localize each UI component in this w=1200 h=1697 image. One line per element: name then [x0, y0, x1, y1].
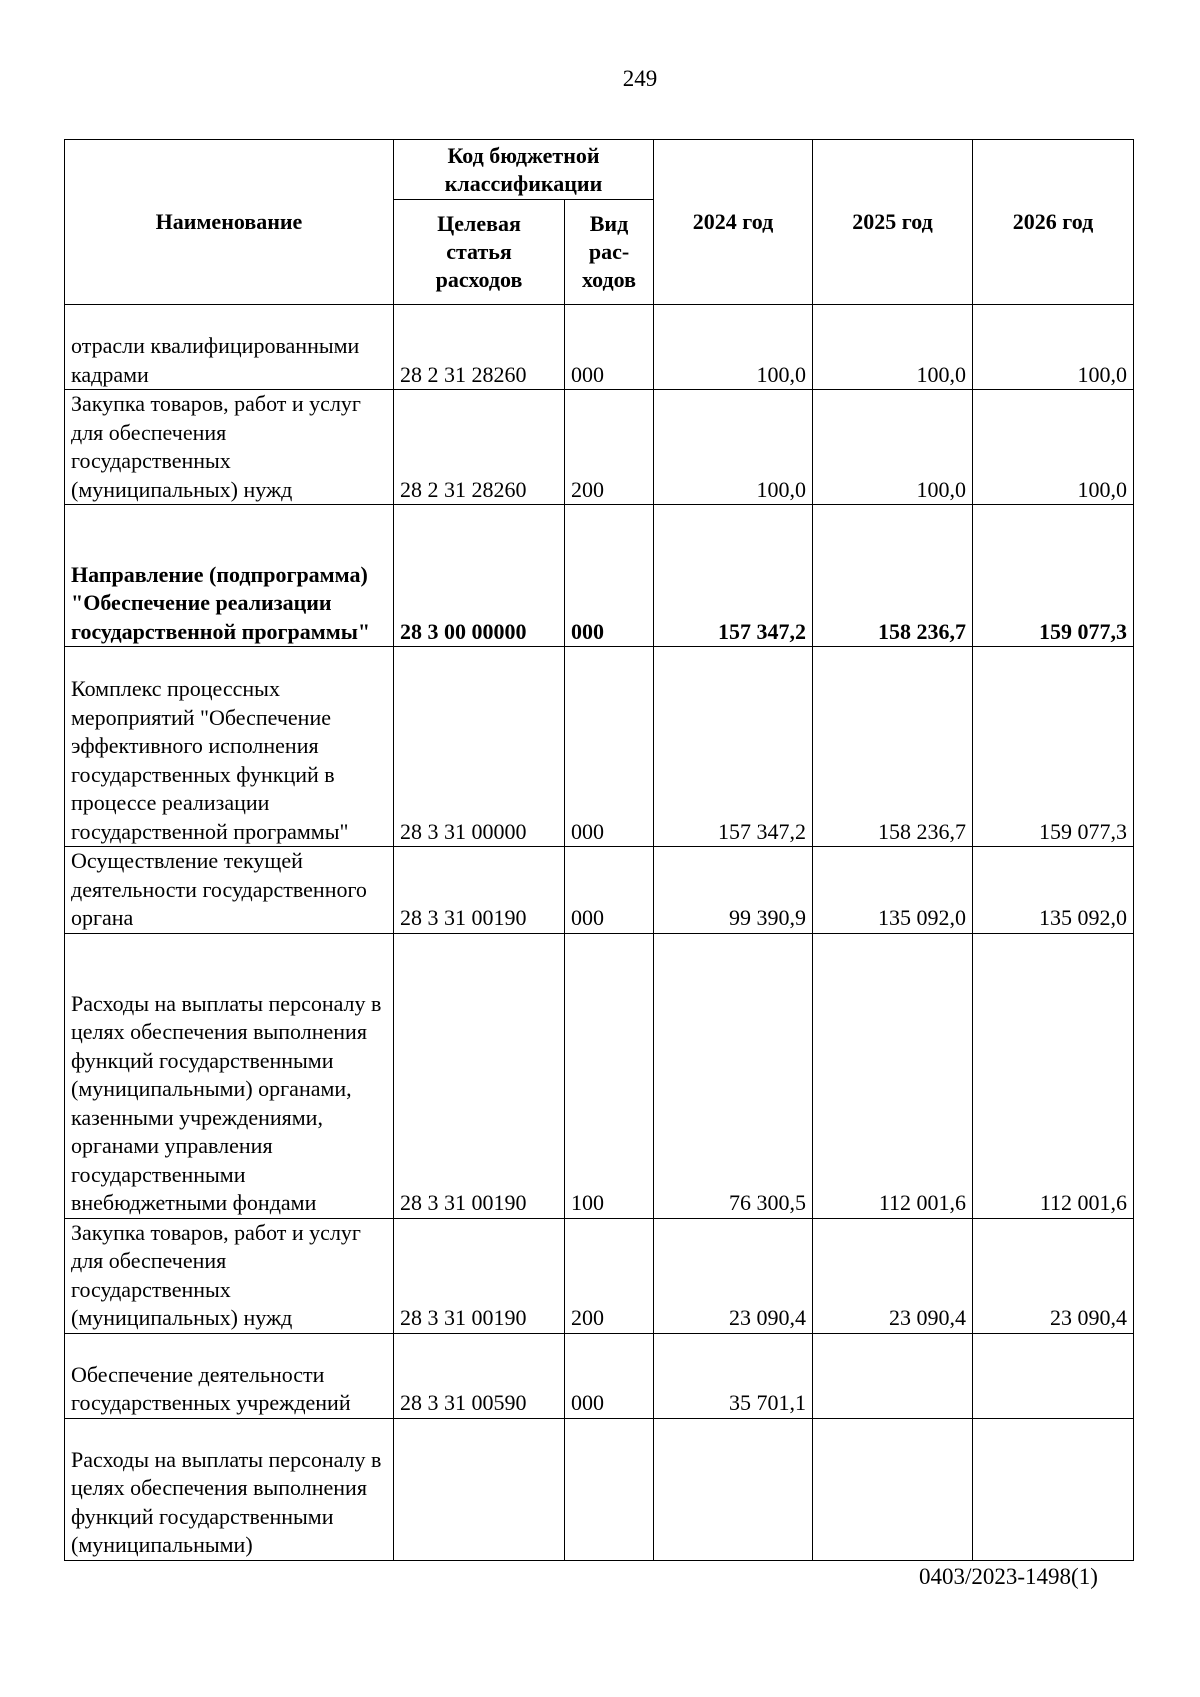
header-code-group: Код бюджетной классификации	[394, 140, 654, 200]
row-value-2024	[654, 1418, 813, 1560]
row-target-code: 28 3 31 00190	[394, 1218, 565, 1333]
header-2025: 2025 год	[813, 140, 973, 305]
row-value-2025: 135 092,0	[813, 847, 973, 934]
table-row	[65, 1333, 1134, 1418]
row-target-code: 28 3 31 00190	[394, 933, 565, 1218]
row-value-2026: 100,0	[973, 305, 1134, 390]
row-value-2025: 158 236,7	[813, 505, 973, 647]
row-value-2026: 23 090,4	[973, 1218, 1134, 1333]
row-name: отрасли квалифицированными кадрами	[65, 305, 394, 390]
header-2026: 2026 год	[973, 140, 1134, 305]
row-target-code: 28 2 31 28260	[394, 390, 565, 505]
row-expense-kind: 100	[565, 933, 654, 1218]
row-value-2025	[813, 1418, 973, 1560]
row-expense-kind: 000	[565, 1333, 654, 1418]
row-name: Закупка товаров, работ и услуг для обеспечения государственных (муниципальных) нужд	[65, 390, 394, 505]
table-row	[65, 505, 1134, 647]
table-row	[65, 847, 1134, 934]
row-target-code: 28 2 31 28260	[394, 305, 565, 390]
row-value-2024: 157 347,2	[654, 647, 813, 847]
row-value-2025	[813, 1333, 973, 1418]
row-expense-kind	[565, 1418, 654, 1560]
row-target-code: 28 3 00 00000	[394, 505, 565, 647]
row-name: Обеспечение деятельности государственных учреждений	[65, 1333, 394, 1418]
row-expense-kind: 000	[565, 305, 654, 390]
budget-table	[64, 139, 1134, 1561]
row-target-code: 28 3 31 00000	[394, 647, 565, 847]
table-row	[65, 305, 1134, 390]
header-name: Наименование	[65, 140, 394, 305]
row-expense-kind: 200	[565, 1218, 654, 1333]
row-value-2026: 159 077,3	[973, 647, 1134, 847]
table-row	[65, 390, 1134, 505]
document-code: 0403/2023-1498(1)	[919, 1564, 1098, 1589]
row-name: Осуществление текущей деятельности государственного органа	[65, 847, 394, 934]
row-target-code: 28 3 31 00190	[394, 847, 565, 934]
table-row	[65, 933, 1134, 1218]
row-value-2024: 99 390,9	[654, 847, 813, 934]
row-value-2024: 100,0	[654, 305, 813, 390]
row-target-code: 28 3 31 00590	[394, 1333, 565, 1418]
row-name: Комплекс процессных мероприятий "Обеспечение эффективного исполнения государственных функций в процессе реализации государственной программы"	[65, 647, 394, 847]
row-target-code	[394, 1418, 565, 1560]
row-expense-kind: 200	[565, 390, 654, 505]
header-target: Целевая статья расходов	[394, 200, 565, 305]
row-value-2026: 100,0	[973, 390, 1134, 505]
row-value-2026	[973, 1333, 1134, 1418]
row-value-2024: 157 347,2	[654, 505, 813, 647]
row-expense-kind: 000	[565, 847, 654, 934]
row-name: Направление (подпрограмма) "Обеспечение реализации государственной программы"	[65, 505, 394, 647]
row-expense-kind: 000	[565, 505, 654, 647]
row-expense-kind: 000	[565, 647, 654, 847]
row-name: Расходы на выплаты персоналу в целях обеспечения выполнения функций государственными (муниципальными)	[65, 1418, 394, 1560]
row-value-2025: 100,0	[813, 390, 973, 505]
row-value-2025: 112 001,6	[813, 933, 973, 1218]
table-header	[65, 140, 1134, 305]
page-number: 249	[622, 66, 658, 91]
row-value-2026: 159 077,3	[973, 505, 1134, 647]
header-kind: Вид рас-ходов	[565, 200, 654, 305]
row-value-2024: 35 701,1	[654, 1333, 813, 1418]
row-value-2025: 23 090,4	[813, 1218, 973, 1333]
header-2024: 2024 год	[654, 140, 813, 305]
table-row	[65, 1418, 1134, 1560]
row-value-2025: 100,0	[813, 305, 973, 390]
row-value-2026: 112 001,6	[973, 933, 1134, 1218]
row-value-2026	[973, 1418, 1134, 1560]
row-value-2025: 158 236,7	[813, 647, 973, 847]
table-row	[65, 1218, 1134, 1333]
row-value-2024: 23 090,4	[654, 1218, 813, 1333]
table-row	[65, 647, 1134, 847]
table-body	[65, 305, 1134, 1561]
row-value-2026: 135 092,0	[973, 847, 1134, 934]
row-value-2024: 76 300,5	[654, 933, 813, 1218]
row-name: Расходы на выплаты персоналу в целях обеспечения выполнения функций государственными (муниципальными) органами, казенными учреждениями, органами управления государственными внебюджетными фондами	[65, 933, 394, 1218]
row-name: Закупка товаров, работ и услуг для обеспечения государственных (муниципальных) нужд	[65, 1218, 394, 1333]
row-value-2024: 100,0	[654, 390, 813, 505]
